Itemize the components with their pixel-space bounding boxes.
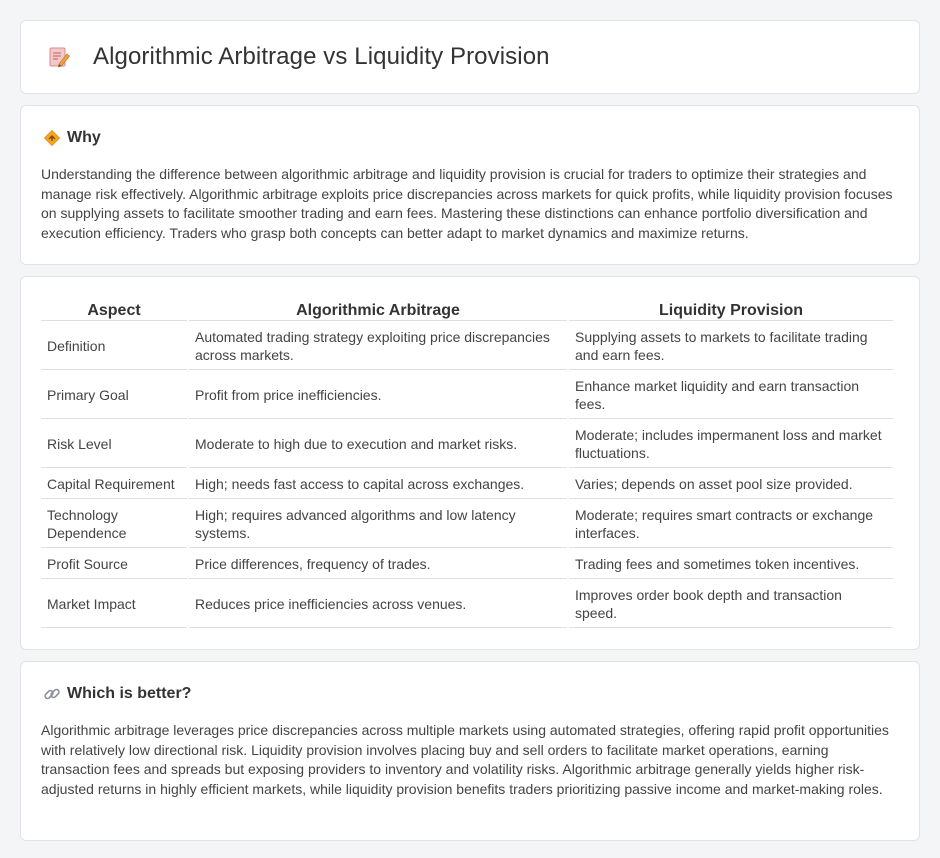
row-liquidity: Enhance market liquidity and earn transaction fees.	[569, 372, 893, 419]
row-liquidity: Moderate; includes impermanent loss and market fluctuations.	[569, 421, 893, 468]
row-aspect: Definition	[41, 323, 187, 370]
row-arbitrage: Reduces price inefficiencies across venues.	[189, 581, 567, 628]
comparison-card	[20, 276, 920, 650]
header-algorithmic-arbitrage: Algorithmic Arbitrage	[189, 299, 567, 321]
row-aspect: Profit Source	[41, 550, 187, 579]
page-title: Algorithmic Arbitrage vs Liquidity Provision	[93, 43, 550, 70]
table-row	[41, 581, 893, 628]
better-header	[41, 683, 899, 705]
row-liquidity: Trading fees and sometimes token incentives.	[569, 550, 893, 579]
which-is-better-section	[20, 661, 920, 841]
row-liquidity: Varies; depends on asset pool size provided.	[569, 470, 893, 499]
table-row	[41, 421, 893, 468]
table-row	[41, 323, 893, 370]
row-aspect: Market Impact	[41, 581, 187, 628]
why-header	[41, 127, 899, 149]
row-arbitrage: Price differences, frequency of trades.	[189, 550, 567, 579]
table-row	[41, 470, 893, 499]
table-row	[41, 550, 893, 579]
better-title: Which is better?	[67, 685, 192, 702]
diamond-sign-icon	[43, 129, 61, 147]
edit-document-icon	[46, 44, 72, 70]
header-aspect: Aspect	[41, 299, 187, 321]
table-header-row	[41, 299, 893, 321]
why-section	[20, 105, 920, 265]
comparison-table	[39, 297, 895, 630]
row-aspect: Technology Dependence	[41, 501, 187, 548]
better-text: Algorithmic arbitrage leverages price discrepancies across multiple markets using automated strategies, offering rapid profit opportunities with relatively low directional risk. Liquidity provision involves placing buy and sell orders to facilitate market operations, earning transaction fees and spreads but exposing providers to inventory and volatility risks. Algorithmic arbitrage generally yields higher risk-adjusted returns in highly efficient markets, while liquidity provision benefits traders prioritizing passive income and market-making roles.	[41, 722, 889, 797]
row-liquidity: Moderate; requires smart contracts or exchange interfaces.	[569, 501, 893, 548]
title-card	[20, 20, 920, 94]
row-arbitrage: High; needs fast access to capital across exchanges.	[189, 470, 567, 499]
row-arbitrage: High; requires advanced algorithms and low latency systems.	[189, 501, 567, 548]
link-icon	[43, 685, 61, 703]
row-arbitrage: Moderate to high due to execution and market risks.	[189, 421, 567, 468]
why-title: Why	[67, 129, 101, 146]
row-aspect: Risk Level	[41, 421, 187, 468]
why-text: Understanding the difference between algorithmic arbitrage and liquidity provision is crucial for traders to optimize their strategies and manage risk effectively. Algorithmic arbitrage exploits price discrepancies across markets for quick profits, while liquidity provision focuses on supplying assets to facilitate smoother trading and earn fees. Mastering these distinctions can enhance portfolio diversification and execution efficiency. Traders who grasp both concepts can better adapt to market dynamics and maximize returns.	[41, 166, 893, 241]
row-aspect: Primary Goal	[41, 372, 187, 419]
row-arbitrage: Automated trading strategy exploiting price discrepancies across markets.	[189, 323, 567, 370]
row-liquidity: Supplying assets to markets to facilitate trading and earn fees.	[569, 323, 893, 370]
table-row	[41, 372, 893, 419]
row-aspect: Capital Requirement	[41, 470, 187, 499]
row-liquidity: Improves order book depth and transaction speed.	[569, 581, 893, 628]
row-arbitrage: Profit from price inefficiencies.	[189, 372, 567, 419]
table-row	[41, 501, 893, 548]
header-liquidity-provision: Liquidity Provision	[569, 299, 893, 321]
